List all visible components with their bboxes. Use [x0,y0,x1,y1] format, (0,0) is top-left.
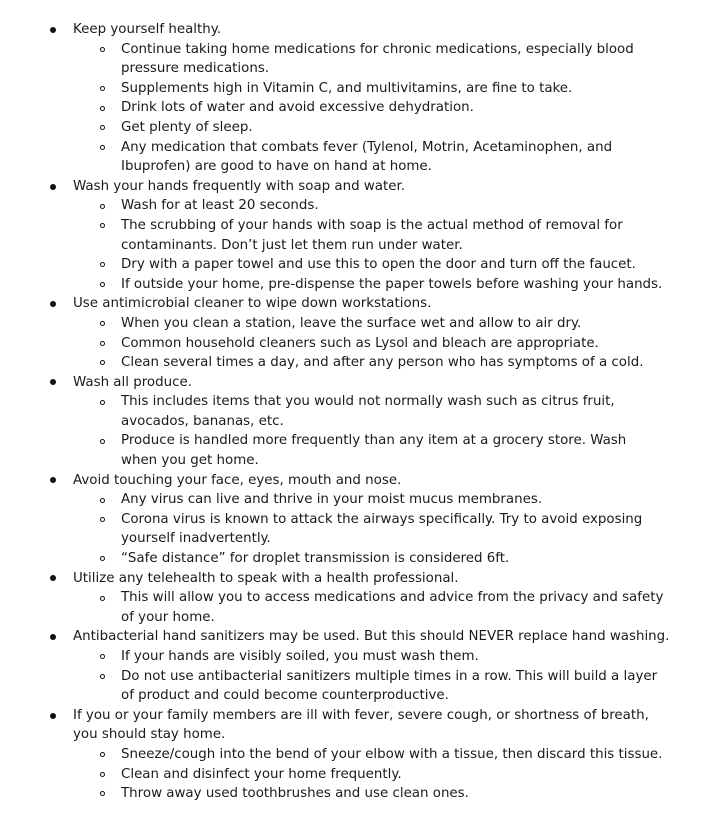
hollow-bullet-icon [97,275,107,295]
sub-bullet-text-line: Drink lots of water and avoid excessive dehydration. [121,100,474,116]
hollow-bullet-icon [97,431,107,451]
hollow-bullet-icon [97,549,107,569]
hollow-bullet-icon [97,392,107,412]
sub-bullet-text-line: yourself inadvertently. [121,531,271,547]
hollow-bullet-icon [97,490,107,510]
hollow-bullet-icon [97,588,107,608]
sub-bullet-text-line: Do not use antibacterial sanitizers multiple times in a row. This will build a layer [121,668,658,684]
sub-bullet-text-line: Sneeze/cough into the bend of your elbow with a tissue, then discard this tissue. [121,746,663,762]
sub-bullet-item [0,392,701,431]
bullet-item [0,706,701,745]
sub-bullet-text-line: When you clean a station, leave the surface wet and allow to air dry. [121,315,582,331]
filled-bullet-icon [48,177,58,197]
bullet-text: Use antimicrobial cleaner to wipe down workstations. [73,296,432,312]
sub-bullet-text-line: Any medication that combats fever (Tylenol, Motrin, Acetaminophen, and [121,139,613,155]
sub-bullet-item [0,647,701,667]
sub-bullet-text-line: Any virus can live and thrive in your moist mucus membranes. [121,492,543,508]
filled-bullet-icon [48,706,58,726]
filled-bullet-icon [48,294,58,314]
filled-bullet-icon [48,471,58,491]
sub-bullet-text-line: pressure medications. [121,61,270,77]
hollow-bullet-icon [97,216,107,236]
bullet-text: Antibacterial hand sanitizers may be used. But this should NEVER replace hand washing. [73,629,670,645]
sub-bullet-text-line: of your home. [121,609,215,625]
sub-bullet-item [0,255,701,275]
sub-bullet-text-line: If your hands are visibly soiled, you must wash them. [121,649,479,664]
bullet-item [0,471,701,491]
hollow-bullet-icon [97,353,107,373]
bullet-text: Keep yourself healthy. [73,22,222,37]
sub-bullet-item [0,40,701,79]
bullet-text: Avoid touching your face, eyes, mouth and nose. [73,472,402,488]
sub-bullet-text-line: Supplements high in Vitamin C, and multivitamins, are fine to take. [121,80,573,96]
sub-bullet-text-line: This will allow you to access medications and advice from the privacy and safety [121,590,664,606]
sub-bullet-item [0,667,701,706]
bullet-item [0,20,701,40]
sub-bullet-item [0,765,701,785]
sub-bullet-text-line: Continue taking home medications for chronic medications, especially blood [121,41,634,57]
hollow-bullet-icon [97,745,107,765]
sub-bullet-text-line: This includes items that you would not normally wash such as citrus fruit, [121,394,615,410]
sub-bullet-item [0,510,701,549]
sub-bullet-text-line: Clean and disinfect your home frequently. [121,766,402,782]
sub-bullet-item [0,549,701,569]
sub-bullet-item [0,275,701,295]
filled-bullet-icon [48,569,58,589]
sub-bullet-text-line: Ibuprofen) are good to have on hand at home. [121,159,432,175]
sub-bullet-item [0,98,701,118]
sub-bullet-text-line: avocados, bananas, etc. [121,413,284,429]
sub-bullet-item [0,784,701,804]
bullet-text-line: If you or your family members are ill with fever, severe cough, or shortness of breath, [73,707,649,723]
sub-bullet-text-line: Get plenty of sleep. [121,119,253,135]
hollow-bullet-icon [97,765,107,785]
sub-bullet-item [0,118,701,138]
hollow-bullet-icon [97,79,107,99]
bullet-item [0,627,701,647]
hollow-bullet-icon [97,667,107,687]
bullet-item [0,569,701,589]
hollow-bullet-icon [97,138,107,158]
filled-bullet-icon [48,20,58,40]
sub-bullet-text-line: Common household cleaners such as Lysol and bleach are appropriate. [121,335,599,351]
hollow-bullet-icon [97,510,107,530]
sub-bullet-text-line: of product and could become counterproductive. [121,688,449,704]
sub-bullet-item [0,314,701,334]
sub-bullet-text-line: Wash for at least 20 seconds. [121,198,319,214]
sub-bullet-text-line: Produce is handled more frequently than any item at a grocery store. Wash [121,433,627,449]
sub-bullet-text-line: Clean several times a day, and after any person who has symptoms of a cold. [121,355,644,371]
bullet-item [0,373,701,393]
bullet-text: Wash your hands frequently with soap and water. [73,178,406,194]
sub-bullet-text-line: Dry with a paper towel and use this to open the door and turn off the faucet. [121,257,636,273]
filled-bullet-icon [48,627,58,647]
bullet-text: Wash all produce. [73,374,192,390]
bullet-text-line: you should stay home. [73,727,226,743]
hollow-bullet-icon [97,98,107,118]
sub-bullet-text-line: Throw away used toothbrushes and use clean ones. [121,786,469,802]
hollow-bullet-icon [97,40,107,60]
sub-bullet-text-line: contaminants. Don’t just let them run under water. [121,237,463,253]
sub-bullet-item [0,353,701,373]
sub-bullet-text-line: The scrubbing of your hands with soap is the actual method of removal for [121,217,623,233]
sub-bullet-item [0,745,701,765]
sub-bullet-item [0,196,701,216]
sub-bullet-text-line: “Safe distance” for droplet transmission is considered 6ft. [121,551,510,567]
hollow-bullet-icon [97,314,107,334]
hollow-bullet-icon [97,334,107,354]
hollow-bullet-icon [97,255,107,275]
sub-bullet-text-line: Corona virus is known to attack the airways specifically. Try to avoid exposing [121,511,643,527]
bullet-text: Utilize any telehealth to speak with a health professional. [73,570,459,586]
hollow-bullet-icon [97,196,107,216]
sub-bullet-item [0,588,701,627]
sub-bullet-item [0,490,701,510]
sub-bullet-item [0,431,701,470]
document-body [0,20,701,804]
bullet-item [0,177,701,197]
sub-bullet-item [0,138,701,177]
sub-bullet-item [0,79,701,99]
hollow-bullet-icon [97,784,107,804]
sub-bullet-text-line: when you get home. [121,453,259,469]
hollow-bullet-icon [97,647,107,667]
bullet-item [0,294,701,314]
sub-bullet-item [0,334,701,354]
hollow-bullet-icon [97,118,107,138]
filled-bullet-icon [48,373,58,393]
sub-bullet-text-line: If outside your home, pre-dispense the paper towels before washing your hands. [121,276,663,292]
sub-bullet-item [0,216,701,255]
